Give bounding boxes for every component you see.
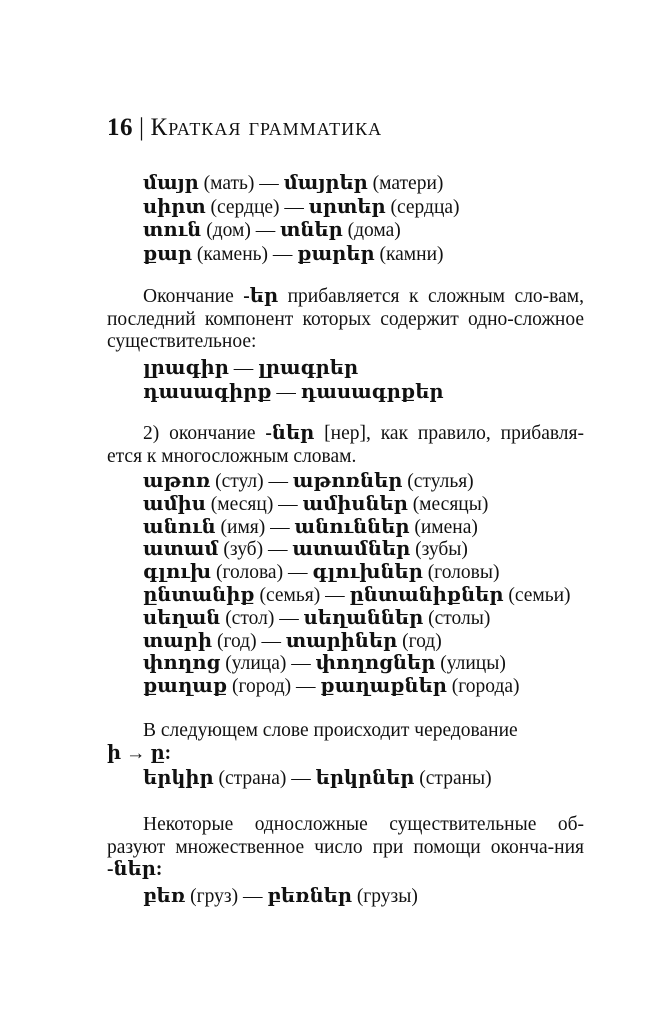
gloss: — — [271, 381, 301, 403]
gloss-plural: (семьи) — [503, 585, 571, 606]
armenian-plural: տարիներ — [285, 630, 398, 652]
armenian-word: անուն — [143, 516, 216, 538]
gloss: (улица) — — [220, 653, 316, 675]
example-line — [143, 492, 488, 516]
paragraph-1 — [107, 286, 584, 354]
armenian-plural: սեղաններ — [303, 607, 424, 629]
armenian-plural: ամիսներ — [302, 493, 408, 515]
example-line — [143, 606, 490, 630]
armenian-plural: քարեր — [297, 243, 375, 265]
paragraph-2 — [107, 423, 584, 468]
armenian-word: սիրտ — [143, 196, 206, 218]
gloss-plural: (месяцы) — [407, 493, 489, 515]
example-line — [143, 171, 443, 195]
gloss: (камень) — — [192, 243, 298, 265]
armenian-word: փողոց — [143, 653, 221, 675]
armenian-plural: մայրեր — [283, 173, 368, 194]
paragraph-3 — [107, 720, 584, 765]
gloss: (зуб) — — [218, 539, 293, 561]
para-text: В следующем слове происходит чередование — [143, 720, 518, 741]
gloss-plural: (улицы) — [435, 653, 506, 675]
example-line — [143, 537, 468, 561]
para-text: Некоторые односложные существительные об-разуют множественное число при помощи оконча-ния — [107, 814, 584, 858]
gloss-plural: (дома) — [342, 220, 401, 241]
example-line — [143, 515, 478, 539]
gloss: (страна) — — [213, 768, 316, 789]
armenian-word: լրագիր — [143, 358, 229, 379]
gloss-plural: (столы) — [423, 607, 491, 629]
example-line — [143, 380, 444, 404]
armenian-word: տուն — [143, 220, 202, 241]
example-line — [143, 651, 506, 675]
suffix: -ներ — [265, 423, 315, 444]
gloss-plural: (головы) — [422, 562, 500, 584]
armenian-word: աթոռ — [143, 471, 211, 492]
gloss-plural: (сердца) — [385, 196, 460, 218]
gloss: — — [228, 358, 259, 379]
armenian-word: բեռ — [143, 886, 186, 907]
armenian-plural: ընտանիքներ — [349, 585, 504, 606]
page-number: 16 — [107, 114, 133, 141]
armenian-plural: քաղաքներ — [320, 676, 447, 698]
gloss: (груз) — — [185, 886, 268, 907]
armenian-plural: աթոռներ — [292, 471, 403, 492]
armenian-plural: փողոցներ — [315, 653, 436, 675]
para-text: [нер], как правило, прибавля-ется к многосложным словам. — [107, 423, 584, 467]
armenian-plural: երկրներ — [315, 768, 415, 789]
gloss: (месяц) — — [205, 493, 303, 515]
armenian-word: դասագիրք — [143, 381, 272, 403]
gloss: (год) — — [212, 630, 286, 652]
armenian-word: տարի — [143, 630, 213, 652]
example-line — [143, 674, 520, 698]
armenian-plural: անուններ — [294, 516, 410, 538]
example-line — [143, 356, 358, 380]
gloss-plural: (имена) — [409, 516, 478, 538]
gloss-plural: (грузы) — [351, 886, 418, 907]
gloss-plural: (матери) — [367, 173, 444, 194]
suffix: -ներ: — [107, 859, 163, 880]
gloss-plural: (зубы) — [410, 539, 468, 561]
header-title: Краткая грамматика — [150, 114, 383, 141]
armenian-word: ամիս — [143, 493, 206, 515]
gloss: (стол) — — [220, 607, 304, 629]
gloss-plural: (камни) — [374, 243, 444, 265]
armenian-plural: ատամներ — [292, 539, 411, 561]
page-header — [107, 114, 382, 142]
armenian-word: ընտանիք — [143, 585, 255, 606]
armenian-plural: դասագրքեր — [300, 381, 444, 403]
armenian-word: ատամ — [143, 539, 219, 561]
gloss-plural: (год) — [397, 630, 442, 652]
armenian-plural: գլուխներ — [312, 562, 423, 584]
gloss: (стул) — — [210, 471, 293, 492]
gloss: (город) — — [227, 676, 321, 698]
armenian-word: քաղաք — [143, 676, 228, 698]
gloss: (дом) — — [201, 220, 281, 241]
alternation: ի → ը: — [107, 742, 172, 764]
para-text: Окончание — [143, 286, 244, 307]
armenian-word: երկիր — [143, 768, 214, 789]
example-line — [143, 766, 492, 790]
armenian-word: քար — [143, 243, 192, 265]
example-line — [143, 583, 571, 607]
para-text: прибавляется к сложным сло-вам, последний компонент которых содержит одно-сложное существительное: — [107, 286, 584, 352]
example-line — [143, 469, 474, 493]
gloss-plural: (города) — [446, 676, 520, 698]
gloss: (семья) — — [254, 585, 350, 606]
gloss: (голова) — — [211, 562, 313, 584]
armenian-plural: սրտեր — [308, 196, 386, 218]
gloss: (сердце) — — [205, 196, 309, 218]
gloss: (имя) — — [215, 516, 295, 538]
armenian-word: սեղան — [143, 607, 221, 629]
paragraph-4 — [107, 814, 584, 882]
armenian-plural: բեռներ — [267, 886, 352, 907]
suffix: -եր — [243, 286, 279, 307]
para-text: 2) окончание — [143, 423, 266, 444]
armenian-word: մայր — [143, 173, 199, 194]
example-line — [143, 884, 418, 908]
example-line — [143, 218, 401, 242]
armenian-word: գլուխ — [143, 562, 212, 584]
example-line — [143, 195, 460, 219]
armenian-plural: տներ — [280, 220, 343, 241]
example-line — [143, 629, 442, 653]
gloss-plural: (страны) — [414, 768, 492, 789]
example-line — [143, 242, 444, 266]
gloss-plural: (стулья) — [402, 471, 474, 492]
gloss: (мать) — — [198, 173, 284, 194]
example-line — [143, 560, 499, 584]
armenian-plural: լրագրեր — [258, 358, 359, 379]
header-separator: | — [139, 114, 145, 141]
